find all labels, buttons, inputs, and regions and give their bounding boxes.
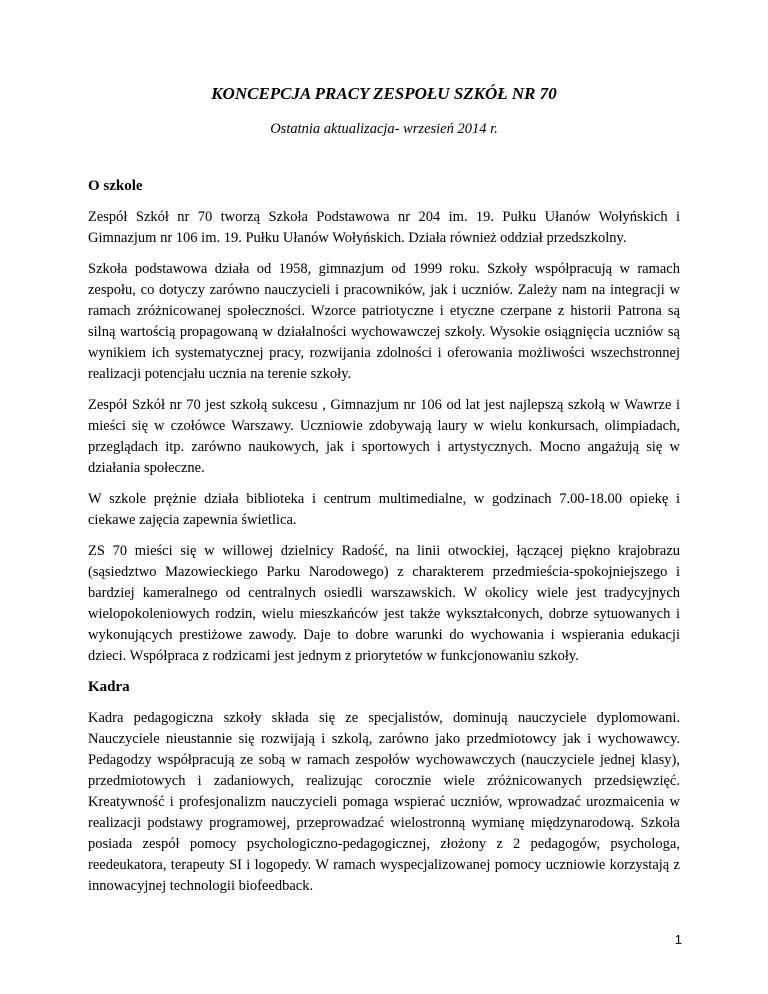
paragraph: Zespół Szkół nr 70 jest szkołą sukcesu , Gimnazjum nr 106 od lat jest najlepszą szkołą w Wawrze i mieści się w czołówce Warszawy. Uczniowie zdobywają laury w wielu konkursach, olimpiadach, przeglądach itp. zarówno naukowych, jak i sportowych i artystycznych. Mocno angażują się w działania społeczne. xyxy=(88,397,680,476)
section-kadra xyxy=(88,677,680,897)
paragraph: W szkole prężnie działa biblioteka i centrum multimedialne, w godzinach 7.00-18.00 opiekę i ciekawe zajęcia zapewnia świetlica. xyxy=(88,491,680,528)
section-heading: O szkole xyxy=(88,178,143,194)
document-body xyxy=(88,176,680,907)
paragraph: ZS 70 mieści się w willowej dzielnicy Radość, na linii otwockiej, łączącej piękno krajobrazu (sąsiedztwo Mazowieckiego Parku Narodowego) z charakterem przedmieścia-spokojniejszego i bardziej kameralnego od centralnych osiedli warszawskich. W okolicy wiele jest tradycyjnych wielopokoleniowych rodzin, wielu mieszkańców jest także wykształconych, dobrze sytuowanych i wykonujących prestiżowe zawody. Daje to dobre warunki do wychowania i wspierania edukacji dzieci. Współpraca z rodzicami jest jednym z priorytetów w funkcjonowaniu szkoły. xyxy=(88,543,680,664)
paragraph: Kadra pedagogiczna szkoły składa się ze specjalistów, dominują nauczyciele dyplomowani. Nauczyciele nieustannie się rozwijają i szkolą, zarówno jako przedmiotowcy jak i wychowawcy. Pedagodzy współpracują ze sobą w ramach zespołów wychowawczych (nauczyciele jednej klasy), przedmiotowych i zadaniowych, realizując corocznie wiele zróżnicowanych przedsięwzięć. Kreatywność i profesjonalizm nauczycieli pomaga wspierać uczniów, wprowadzać urozmaicenia w realizacji podstawy programowej, przeprowadzać wielostronną wymianę międzynarodową. Szkoła posiada zespół pomocy psychologiczno-pedagogicznej, złożony z 2 pedagogów, psychologa, reedeukatora, terapeuty SI i logopedy. W ramach wyspecjalizowanej pomocy uczniowie korzystają z innowacyjnej technologii biofeedback. xyxy=(88,710,680,894)
paragraph: Zespół Szkół nr 70 tworzą Szkoła Podstawowa nr 204 im. 19. Pułku Ułanów Wołyńskich i Gimnazjum nr 106 im. 19. Pułku Ułanów Wołyńskich. Działa również oddział przedszkolny. xyxy=(88,209,680,246)
paragraph: Szkoła podstawowa działa od 1958, gimnazjum od 1999 roku. Szkoły współpracują w ramach zespołu, co dotyczy zarówno nauczycieli i pracowników, jak i uczniów. Zależy nam na integracji w ramach zróżnicowanej społeczności. Wzorce patriotyczne i etyczne czerpane z historii Patrona są silną wartością propagowaną w działalności wychowawczej szkoły. Wysokie osiągnięcia uczniów są wynikiem ich systematycznej pracy, rozwijania zdolności i oferowania możliwości wszechstronnej realizacji potencjału ucznia na terenie szkoły. xyxy=(88,261,680,382)
document-subtitle: Ostatnia aktualizacja- wrzesień 2014 r. xyxy=(270,121,498,137)
page-number: 1 xyxy=(674,932,682,947)
section-heading: Kadra xyxy=(88,679,130,695)
document-title: KONCEPCJA PRACY ZESPOŁU SZKÓŁ NR 70 xyxy=(211,84,557,103)
section-o-szkole xyxy=(88,176,680,667)
